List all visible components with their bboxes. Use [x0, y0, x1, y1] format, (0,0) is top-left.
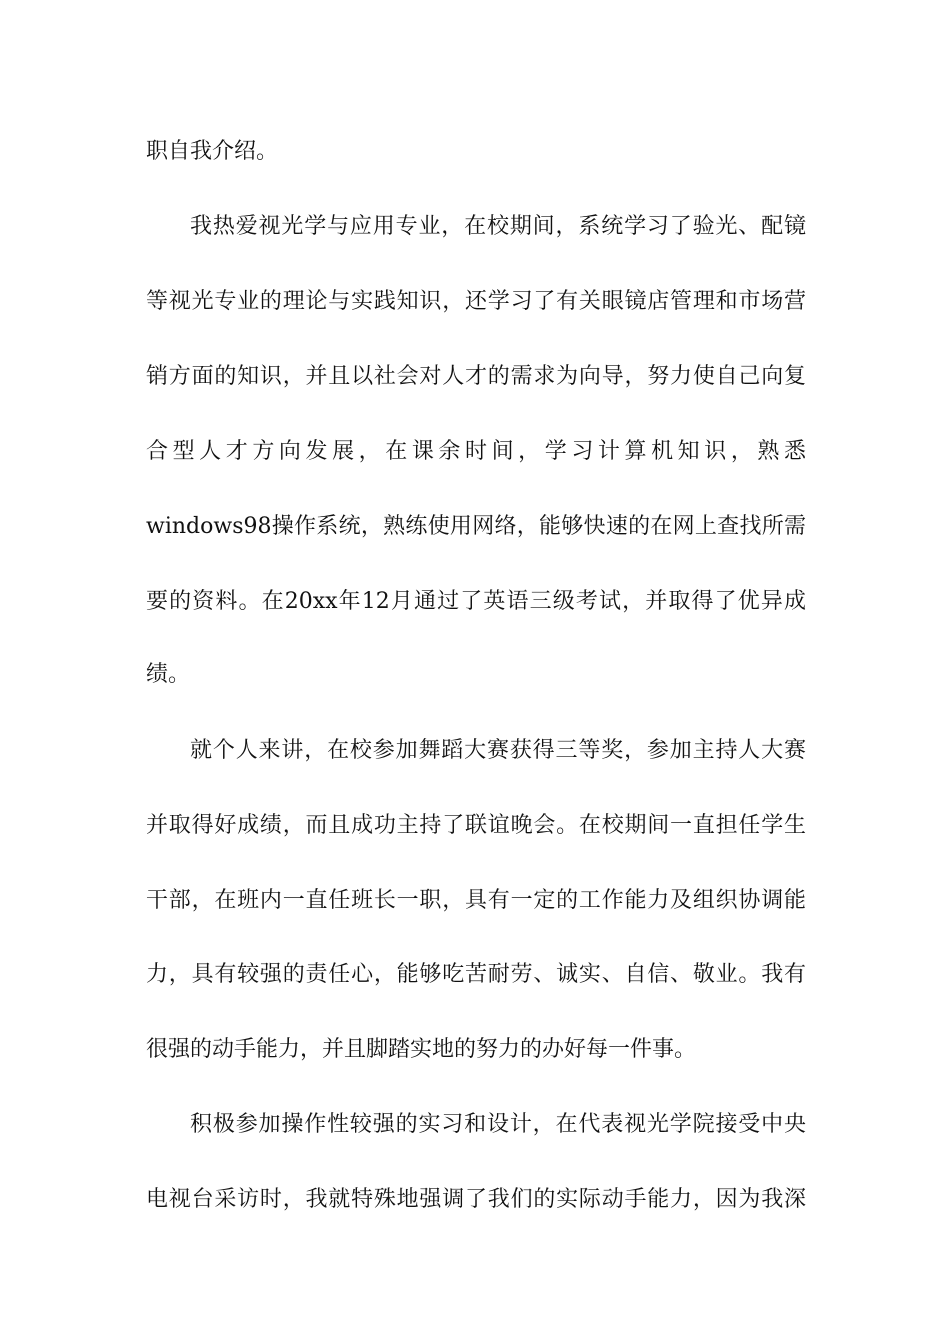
- text-line: 并取得好成绩，而且成功主持了联谊晚会。在校期间一直担任学生: [146, 813, 806, 838]
- text-line: 干部，在班内一直任班长一职，具有一定的工作能力及组织协调能: [146, 888, 806, 913]
- text-line: 我热爱视光学与应用专业，在校期间，系统学习了验光、配镜: [190, 214, 806, 239]
- text-line: 就个人来讲，在校参加舞蹈大赛获得三等奖，参加主持人大赛: [190, 738, 806, 763]
- text-line: 合型人才方向发展，在课余时间，学习计算机知识，熟悉: [146, 439, 806, 464]
- text-line: 电视台采访时，我就特殊地强调了我们的实际动手能力，因为我深: [146, 1187, 806, 1212]
- text-line: 积极参加操作性较强的实习和设计，在代表视光学院接受中央: [190, 1112, 806, 1137]
- text-line: 职自我介绍。: [146, 139, 279, 164]
- text-line: 很强的动手能力，并且脚踏实地的努力的办好每一件事。: [146, 1037, 697, 1062]
- text-line: 绩。: [146, 662, 191, 687]
- text-line: 等视光专业的理论与实践知识，还学习了有关眼镜店管理和市场营: [146, 289, 806, 314]
- text-line: windows98操作系统，熟练使用网络，能够快速的在网上查找所需: [146, 514, 806, 539]
- text-line: 销方面的知识，并且以社会对人才的需求为向导，努力使自己向复: [146, 364, 806, 389]
- text-line: 力，具有较强的责任心，能够吃苦耐劳、诚实、自信、敬业。我有: [146, 962, 806, 987]
- text-line: 要的资料。在20xx年12月通过了英语三级考试，并取得了优异成: [146, 589, 806, 614]
